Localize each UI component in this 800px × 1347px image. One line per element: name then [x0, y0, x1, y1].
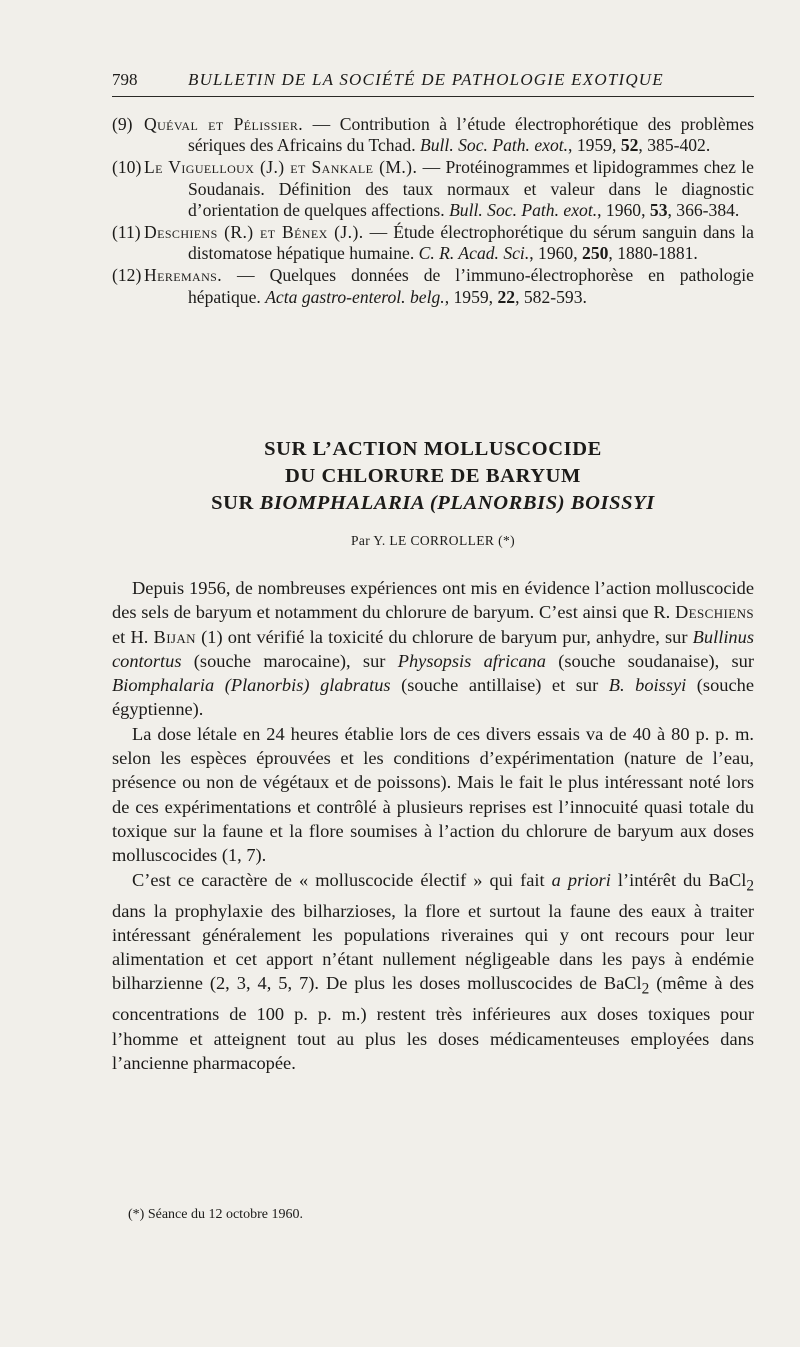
author-name: Deschiens [675, 602, 754, 623]
title-line-1: SUR L’ACTION MOLLUSCOCIDE [264, 438, 602, 460]
p1-text: (souche égyptienne). [112, 675, 754, 720]
title-species: BIOMPHALARIA (PLANORBIS) BOISSYI [259, 492, 655, 514]
reference-text: — Étude électrophorétique du sérum sanguin dans la distomatose hépatique humaine. [188, 222, 754, 264]
header-rule [112, 96, 754, 97]
subscript: 2 [746, 877, 755, 895]
reference-journal: C. R. Acad. Sci. [418, 243, 530, 264]
p3-text: dans la prophylaxie des bilharzioses, la flore et surtout la faune des eaux à traiter intéressant généralement les populations riveraines qui y ont recours pour leur alimentation et cet apport n’étant nullement négligeable dans les pays à endémie bilharzienne (2, 3, 4, 5, 7). De plus les doses molluscocides de BaCl [112, 900, 754, 994]
reference-volume: 53 [649, 199, 668, 220]
reference-item [112, 157, 754, 221]
species-name: Physopsis africana [397, 650, 546, 671]
reference-text: — Quelques données de l’immuno-électrophorèse en pathologie hépatique. [188, 265, 754, 307]
reference-authors: Quéval et Pélissier. [144, 114, 304, 134]
reference-pages: , 366-384. [667, 199, 740, 220]
p1-text: (souche soudanaise), sur [545, 650, 754, 671]
reference-number: (9) [112, 114, 133, 134]
reference-number: (12) [112, 265, 142, 286]
subscript: 2 [641, 981, 650, 999]
reference-journal: Acta gastro-enterol. belg. [265, 286, 445, 307]
reference-number: (10) [112, 157, 142, 178]
reference-authors: Heremans. [144, 265, 223, 286]
reference-authors: Le Viguelloux (J.) et Sankale (M.). [144, 157, 418, 178]
p1-text: Depuis 1956, de nombreuses expériences ont mis en évidence l’action molluscocide des sels de baryum et notamment du chlorure de baryum. C’est ainsi que R. [112, 578, 754, 623]
p3-text: (même à des concentrations de 100 p. p. m.) restent très inférieures aux doses toxiques pour l’homme et atteignent tout au plus les doses médicamenteuses employées dans l’ancienne pharmacopée. [112, 973, 755, 1073]
author-byline: Par Y. LE CORROLLER (*) [350, 533, 516, 548]
p1-text: (souche marocaine), sur [181, 650, 398, 671]
species-name: Bullinus contortus [112, 626, 754, 671]
title-line-2: DU CHLORURE DE BARYUM [284, 465, 582, 487]
reference-list [112, 114, 754, 309]
title-line-3 [112, 490, 754, 517]
article-title [112, 436, 754, 517]
reference-pages: , 1880-1881. [608, 243, 698, 264]
p1-text: (1) ont vérifié la toxicité du chlorure de baryum pur, anhydre, sur [195, 626, 693, 647]
reference-year: , 1960, [529, 243, 583, 264]
paragraph-1 [112, 576, 754, 722]
footnote: (*) Séance du 12 octobre 1960. [128, 1207, 303, 1222]
reference-volume: 22 [497, 286, 516, 307]
latin-phrase: a priori [551, 869, 611, 890]
reference-volume: 250 [582, 243, 609, 264]
species-name: Biomphalaria (Planorbis) glabratus [112, 675, 391, 696]
paragraph-2: La dose létale en 24 heures établie lors de ces divers essais va de 40 à 80 p. p. m. selon les espèces éprouvées et les conditions d’expérimentation (nature de l’eau, présence ou non de végétaux et de poissons). Mais le fait le plus intéressant noté lors de ces expérimentations et contrôlé à plusieurs reprises est l’innocuité quasi totale du toxique sur la faune et la flore soumises à l’action du chlorure de baryum aux doses molluscocides (1, 7). [112, 723, 754, 866]
species-name: B. boissyi [608, 675, 687, 696]
reference-item [112, 222, 754, 264]
p1-text: (souche antillaise) et sur [390, 675, 609, 696]
p3-text: l’intérêt du BaCl [610, 869, 747, 890]
reference-text: — Contribution à l’étude électrophorétique des problèmes sériques des Africains du Tchad. [188, 114, 754, 156]
title-line-3-prefix: SUR [211, 492, 260, 514]
paragraph-3 [112, 868, 754, 1076]
article-body [112, 576, 754, 1075]
reference-authors: Deschiens (R.) et Bénex (J.). [144, 222, 364, 243]
reference-year: , 1959, [568, 135, 621, 156]
p3-text: C’est ce caractère de « molluscocide électif » qui fait [132, 869, 552, 890]
reference-item [112, 114, 754, 156]
reference-item [112, 265, 754, 307]
author-name: Bijan [153, 626, 196, 647]
reference-year: , 1960, [597, 199, 650, 220]
reference-journal: Bull. Soc. Path. exot. [420, 135, 569, 156]
reference-volume: 52 [620, 135, 639, 156]
page-number: 798 [112, 70, 138, 89]
p1-text: et H. [112, 626, 154, 647]
reference-text: — Protéinogrammes et lipidogrammes chez le Soudanais. Définition des taux normaux et valeur dans le diagnostic d’orientation de quelques affections. [188, 157, 754, 220]
reference-journal: Bull. Soc. Path. exot. [449, 199, 598, 220]
reference-pages: , 582-593. [515, 286, 587, 307]
reference-year: , 1959, [444, 286, 498, 307]
journal-title: BULLETIN DE LA SOCIÉTÉ DE PATHOLOGIE EXOTIQUE [188, 70, 664, 89]
reference-pages: , 385-402. [638, 135, 711, 156]
reference-number: (11) [112, 222, 141, 243]
